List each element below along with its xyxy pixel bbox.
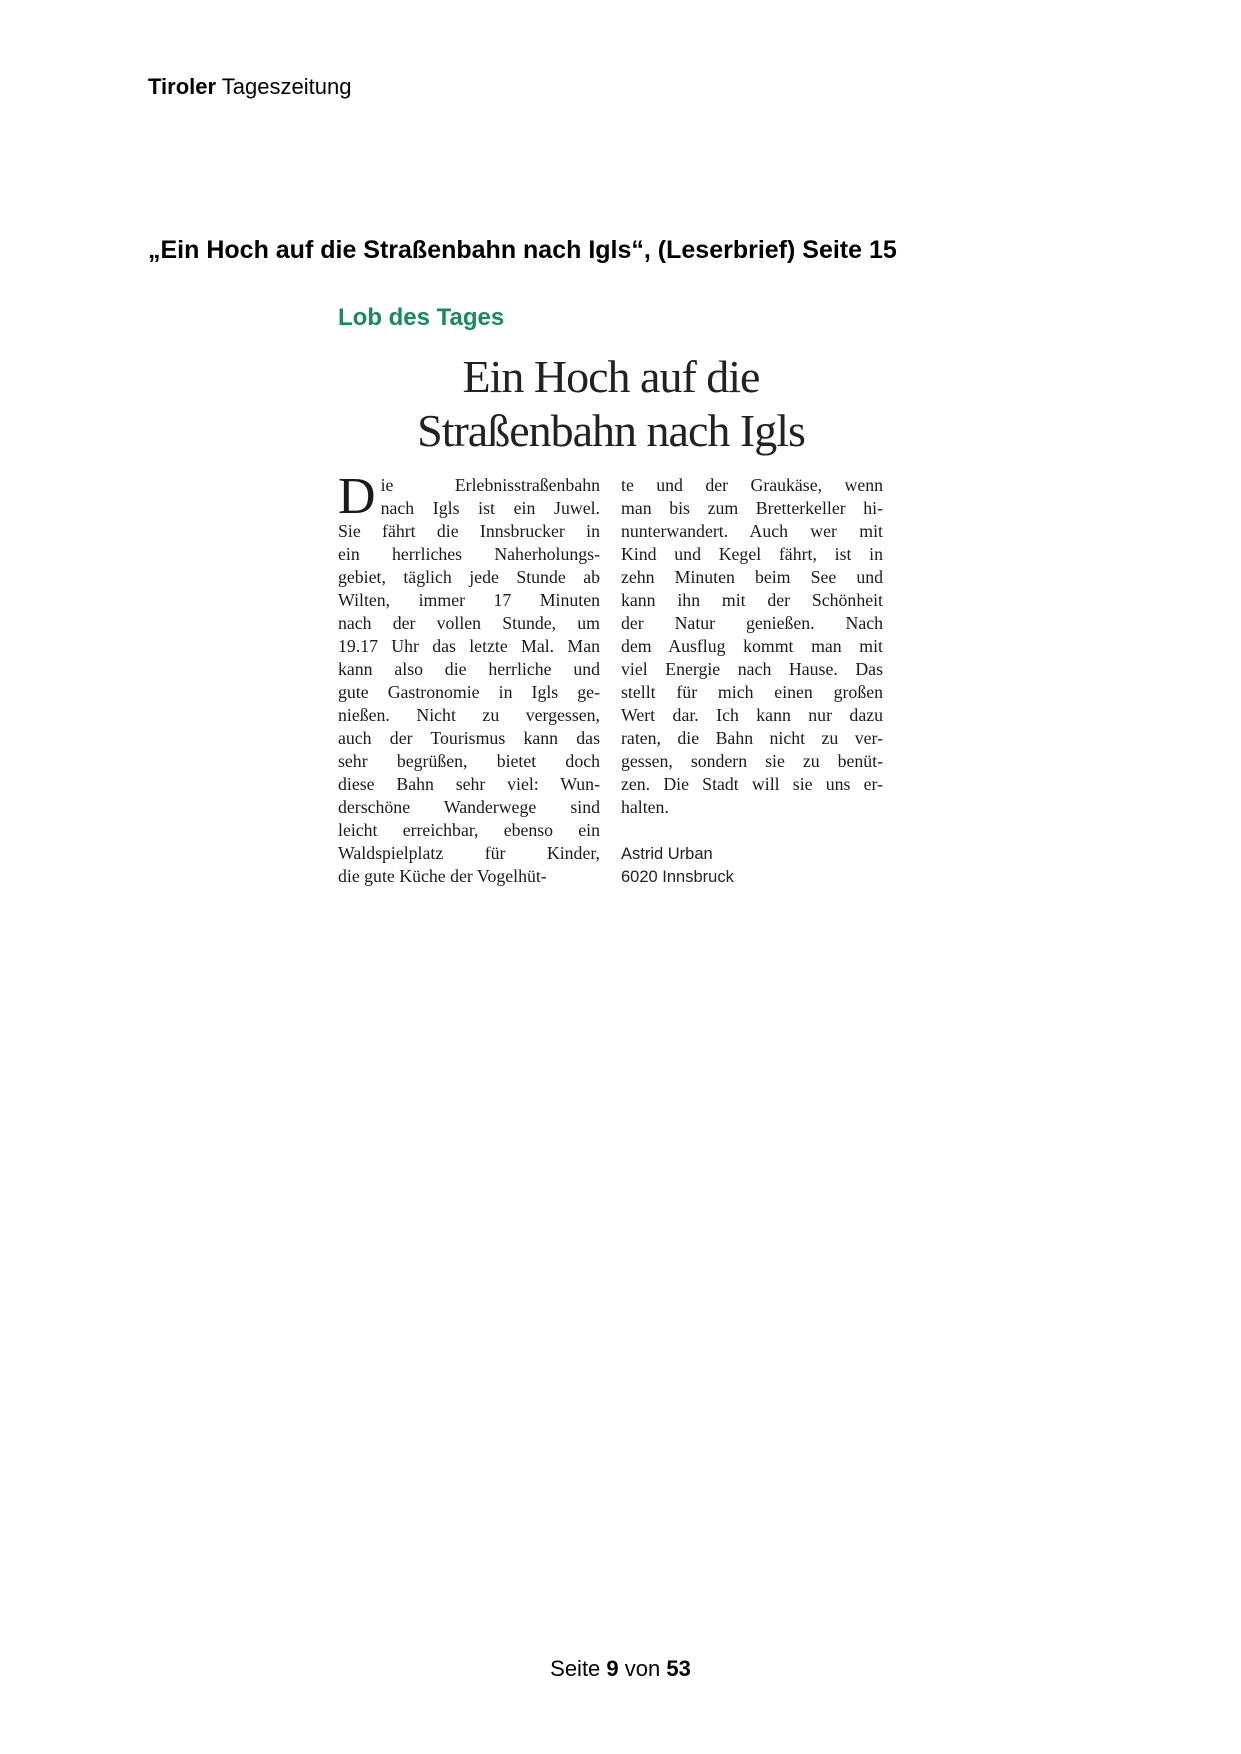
article-line: Sie fährt die Innsbrucker in (338, 521, 600, 541)
article-line: der Natur genießen. Nach (621, 613, 883, 633)
article-line: te und der Graukäse, wenn (621, 475, 883, 495)
article-headline (336, 350, 886, 458)
footer-middle: von (618, 1656, 667, 1681)
article-line: sehr begrüßen, bietet doch (338, 751, 600, 771)
current-page: 9 (606, 1656, 619, 1681)
article-line: zehn Minuten beim See und (621, 567, 883, 587)
article-kicker: Lob des Tages (338, 304, 505, 331)
letter-signature (621, 843, 734, 889)
article-line: ie Erlebnisstraßenbahn (380, 475, 600, 495)
headline-line-2: Straßenbahn nach Igls (417, 405, 805, 456)
article-line: die gute Küche der Vogelhüt- (338, 866, 547, 886)
article-column-right (621, 474, 883, 819)
article-line: diese Bahn sehr viel: Wun- (338, 774, 600, 794)
article-line: Waldspielplatz für Kinder, (338, 843, 600, 863)
article-line: man bis zum Bretterkeller hi- (621, 498, 883, 518)
author-city: 6020 Innsbruck (621, 868, 734, 886)
article-line: Kind und Kegel fährt, ist in (621, 544, 883, 564)
article-line: halten. (621, 797, 669, 817)
article-line: auch der Tourismus kann das (338, 728, 600, 748)
article-line: zen. Die Stadt will sie uns er- (621, 774, 883, 794)
headline-line-1: Ein Hoch auf die (462, 351, 760, 402)
article-line: dem Ausflug kommt man mit (621, 636, 883, 656)
article-line: kann ihn mit der Schönheit (621, 590, 883, 610)
document-title: „Ein Hoch auf die Straßenbahn nach Igls“, (Leserbrief) Seite 15 (148, 236, 897, 264)
article-line: ein herrliches Naherholungs- (338, 544, 600, 564)
drop-cap: D (338, 468, 376, 525)
article-line: gebiet, täglich jede Stunde ab (338, 567, 600, 587)
article-line: kann also die herrliche und (338, 659, 600, 679)
article-line: viel Energie nach Hause. Das (621, 659, 883, 679)
total-pages: 53 (666, 1656, 691, 1681)
article-line: nunterwandert. Auch wer mit (621, 521, 883, 541)
article-line: gute Gastronomie in Igls ge- (338, 682, 600, 702)
article-line: nießen. Nicht zu vergessen, (338, 705, 600, 725)
article-line: Wert dar. Ich kann nur dazu (621, 705, 883, 725)
page-footer (0, 1656, 1241, 1682)
article-line: nach Igls ist ein Juwel. (380, 498, 600, 518)
article-line: 19.17 Uhr das letzte Mal. Man (338, 636, 600, 656)
newspaper-header (148, 74, 351, 100)
brand-rest: Tageszeitung (216, 74, 352, 99)
article-line: nach der vollen Stunde, um (338, 613, 600, 633)
article-line: raten, die Bahn nicht zu ver- (621, 728, 883, 748)
article-line: gessen, sondern sie zu benüt- (621, 751, 883, 771)
brand-bold: Tiroler (148, 74, 217, 99)
article-line: stellt für mich einen großen (621, 682, 883, 702)
article-column-left (338, 468, 600, 888)
footer-prefix: Seite (550, 1656, 607, 1681)
article-line: Wilten, immer 17 Minuten (338, 590, 600, 610)
article-line: derschöne Wanderwege sind (338, 797, 600, 817)
author-name: Astrid Urban (621, 845, 713, 863)
article-line: leicht erreichbar, ebenso ein (338, 820, 600, 840)
